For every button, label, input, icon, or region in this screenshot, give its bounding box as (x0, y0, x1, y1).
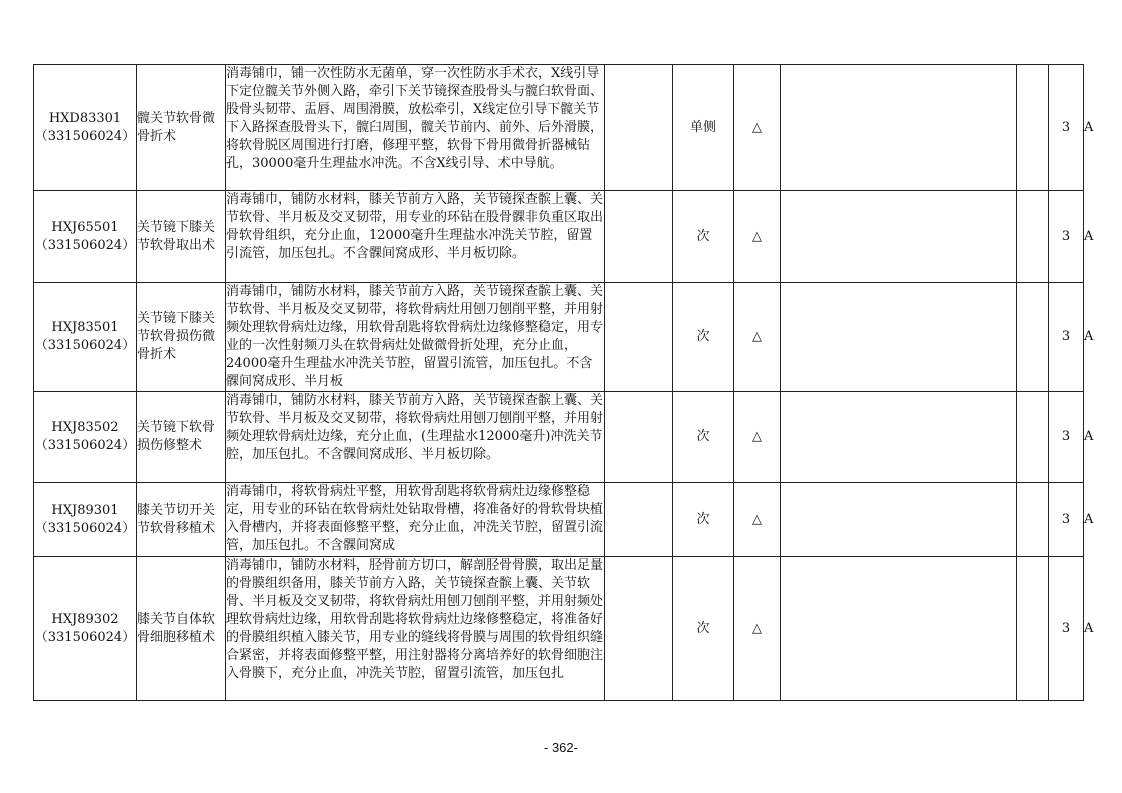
table-row: HXD83301 （331506024） 髋关节软骨微骨折术 消毒铺巾，铺一次性防水无菌单，穿一次性防水手术衣，X线引导下定位髋关节外侧入路，牵引下关节镜探查股骨头与髋臼软骨面、股骨头韧带、盂唇、周围滑膜，放松牵引，X线定位引导下髋关节下入路探查股骨头下，髋臼周围，髋关节前内、前外、后外滑膜，将软骨脱区周围进行打磨，修理平整，软骨下骨用微骨折器械钻孔，30000毫升生理盐水冲洗。不含X线引导、术中导航。 单侧 △ 3 A (34, 65, 1084, 191)
table-row: HXJ89301 （331506024） 膝关节切开关节软骨移植术 消毒铺巾，将软骨病灶平整，用软骨刮匙将软骨病灶边缘修整稳定，用专业的环钻在软骨病灶处钻取骨槽，将准备好的骨软骨块植入骨槽内，并将表面修整平整，充分止血，冲洗关节腔，留置引流管，加压包扎。不含髁间窝成 次 △ 3 A (34, 483, 1084, 557)
item-code: HXD83301 (48, 110, 122, 126)
item-content-cell (226, 557, 605, 701)
pricing-unit: 次 (673, 392, 734, 483)
pricing-unit: 次 (673, 191, 734, 283)
blank-cell (1017, 483, 1049, 557)
level-number: 3 (1049, 283, 1084, 392)
item-content: 消毒铺巾，铺一次性防水无菌单，穿一次性防水手术衣，X线引导下定位髋关节外侧入路，牵引下关节镜探查股骨头与髋臼软骨面、股骨头韧带、盂唇、周围滑膜，放松牵引，X线定位引导下髋关节下入路探查股骨头下，髋臼周围，髋关节前内、前外、后外滑膜，将软骨脱区周围进行打磨，修理平整，软骨下骨用微骨折器械钻孔，30000毫升生理盐水冲洗。不含X线引导、术中导航。 (226, 66, 604, 171)
level-number: 3 (1049, 483, 1084, 557)
item-name: 膝关节切开关节软骨移植术 (137, 483, 226, 557)
triangle-mark: △ (734, 557, 781, 701)
item-name: 关节镜下软骨损伤修整术 (137, 392, 226, 483)
item-content: 消毒铺巾，铺防水材料，膝关节前方入路，关节镜探查髌上囊、关节软骨、半月板及交叉韧带，将软骨病灶用刨刀刨削平整，并用射频处理软骨病灶边缘，用软骨刮匙将软骨病灶边缘修整稳定，用专业的一次性射频刀头在软骨病灶处做微骨折处理，充分止血，24000毫升生理盐水冲洗关节腔，留置引流管，加压包扎。不含髁间窝成形、半月板 (226, 284, 604, 389)
item-code-cell (34, 65, 137, 191)
item-code: HXJ89301 (51, 502, 119, 518)
parent-code: （331506024） (34, 128, 136, 144)
parent-code: （331506024） (34, 237, 136, 253)
item-content: 消毒铺巾，铺防水材料，膝关节前方入路，关节镜探查髌上囊、关节软骨、半月板及交叉韧带，用专业的环钻在股骨髁非负重区取出骨软骨组织，充分止血，12000毫升生理盐水冲洗关节腔，留置引流管，加压包扎。不含髁间窝成形、半月板切除。 (226, 192, 604, 261)
excluded-content (605, 557, 673, 701)
item-content-cell (226, 191, 605, 283)
blank-cell (1017, 191, 1049, 283)
item-code-cell (34, 557, 137, 701)
item-name: 髋关节软骨微骨折术 (137, 65, 226, 191)
excluded-content (605, 483, 673, 557)
item-content: 消毒铺巾，铺防水材料，膝关节前方入路，关节镜探查髌上囊、关节软骨、半月板及交叉韧带，将软骨病灶用刨刀刨削平整，并用射频处理软骨病灶边缘，充分止血，(生理盐水12000毫升)冲洗关节腔，加压包扎。不含髁间窝成形、半月板切除。 (226, 393, 604, 462)
pricing-unit: 次 (673, 557, 734, 701)
blank-cell (1017, 392, 1049, 483)
note-cell (781, 191, 1017, 283)
item-code-cell (34, 283, 137, 392)
table-row: HXJ83502 （331506024） 关节镜下软骨损伤修整术 消毒铺巾，铺防水材料，膝关节前方入路，关节镜探查髌上囊、关节软骨、半月板及交叉韧带，将软骨病灶用刨刀刨削平整，并用射频处理软骨病灶边缘，充分止血，(生理盐水12000毫升)冲洗关节腔，加压包扎。不含髁间窝成形、半月板切除。 次 △ 3 A (34, 392, 1084, 483)
level-number: 3 (1049, 557, 1084, 701)
table-row: HXJ89302 （331506024） 膝关节自体软骨细胞移植术 消毒铺巾，铺防水材料，胫骨前方切口，解剖胫骨骨膜，取出足量的骨膜组织备用，膝关节前方入路，关节镜探查髌上囊、关节软骨、半月板及交叉韧带，将软骨病灶用刨刀刨削平整，并用射频处理软骨病灶边缘，用软骨刮匙将软骨病灶边缘修整稳定，将准备好的骨膜组织植入膝关节，用专业的缝线将骨膜与周围的软骨组织缝合紧密，并将表面修整平整，用注射器将分离培养好的软骨细胞注入骨膜下，充分止血，冲洗关节腔，留置引流管，加压包扎 次 △ 3 A (34, 557, 1084, 701)
table-row: HXJ65501 （331506024） 关节镜下膝关节软骨取出术 消毒铺巾，铺防水材料，膝关节前方入路，关节镜探查髌上囊、关节软骨、半月板及交叉韧带，用专业的环钻在股骨髁非负重区取出骨软骨组织，充分止血，12000毫升生理盐水冲洗关节腔，留置引流管，加压包扎。不含髁间窝成形、半月板切除。 次 △ 3 A (34, 191, 1084, 283)
triangle-mark: △ (734, 191, 781, 283)
item-code-cell (34, 392, 137, 483)
item-code-cell (34, 191, 137, 283)
item-name: 关节镜下膝关节软骨取出术 (137, 191, 226, 283)
note-cell (781, 483, 1017, 557)
item-content: 消毒铺巾，将软骨病灶平整，用软骨刮匙将软骨病灶边缘修整稳定，用专业的环钻在软骨病灶处钻取骨槽，将准备好的骨软骨块植入骨槽内，并将表面修整平整，充分止血，冲洗关节腔，留置引流管，加压包扎。不含髁间窝成 (226, 484, 604, 553)
parent-code: （331506024） (34, 338, 136, 353)
note-cell (781, 283, 1017, 392)
page-number: - 362- (544, 740, 578, 755)
level-number: 3 (1049, 191, 1084, 283)
pricing-unit: 次 (673, 483, 734, 557)
triangle-mark: △ (734, 483, 781, 557)
parent-code: （331506024） (34, 629, 136, 645)
item-content-cell (226, 65, 605, 191)
triangle-mark: △ (734, 392, 781, 483)
item-content-cell (226, 483, 605, 557)
item-content-cell (226, 283, 605, 392)
fee-schedule-table (33, 64, 1094, 701)
parent-code: （331506024） (34, 438, 136, 453)
level-number: 3 (1049, 65, 1084, 191)
item-code: HXJ83502 (51, 420, 119, 435)
item-code: HXJ89302 (51, 611, 119, 627)
excluded-content (605, 283, 673, 392)
note-cell (781, 65, 1017, 191)
item-code-cell (34, 483, 137, 557)
triangle-mark: △ (734, 283, 781, 392)
blank-cell (1017, 557, 1049, 701)
item-content-cell (226, 392, 605, 483)
item-code: HXJ83501 (51, 320, 119, 335)
note-cell (781, 557, 1017, 701)
item-content: 消毒铺巾，铺防水材料，胫骨前方切口，解剖胫骨骨膜，取出足量的骨膜组织备用，膝关节前方入路，关节镜探查髌上囊、关节软骨、半月板及交叉韧带，将软骨病灶用刨刀刨削平整，并用射频处理软骨病灶边缘，用软骨刮匙将软骨病灶边缘修整稳定，将准备好的骨膜组织植入膝关节，用专业的缝线将骨膜与周围的软骨组织缝合紧密，并将表面修整平整，用注射器将分离培养好的软骨细胞注入骨膜下，充分止血，冲洗关节腔，留置引流管，加压包扎 (226, 558, 604, 681)
parent-code: （331506024） (34, 520, 136, 536)
pricing-unit: 单侧 (673, 65, 734, 191)
triangle-mark: △ (734, 65, 781, 191)
level-number: 3 (1049, 392, 1084, 483)
blank-cell (1017, 65, 1049, 191)
table-row: HXJ83501 （331506024） 关节镜下膝关节软骨损伤微骨折术 消毒铺巾，铺防水材料，膝关节前方入路，关节镜探查髌上囊、关节软骨、半月板及交叉韧带，将软骨病灶用刨刀刨削平整，并用射频处理软骨病灶边缘，用软骨刮匙将软骨病灶边缘修整稳定，用专业的一次性射频刀头在软骨病灶处做微骨折处理，充分止血，24000毫升生理盐水冲洗关节腔，留置引流管，加压包扎。不含髁间窝成形、半月板 次 △ 3 A (34, 283, 1084, 392)
pricing-unit: 次 (673, 283, 734, 392)
item-name: 关节镜下膝关节软骨损伤微骨折术 (137, 283, 226, 392)
excluded-content (605, 65, 673, 191)
note-cell (781, 392, 1017, 483)
blank-cell (1017, 283, 1049, 392)
excluded-content (605, 191, 673, 283)
excluded-content (605, 392, 673, 483)
item-code: HXJ65501 (51, 219, 119, 235)
item-name: 膝关节自体软骨细胞移植术 (137, 557, 226, 701)
